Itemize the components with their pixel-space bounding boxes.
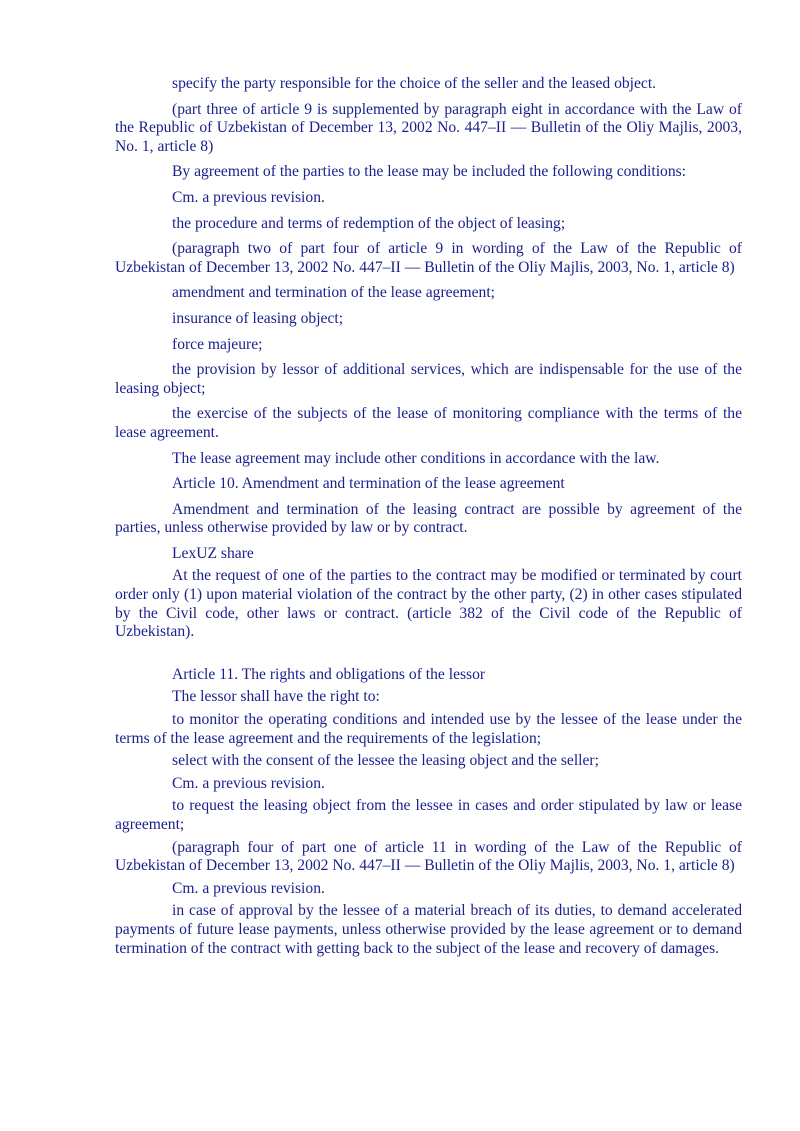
- paragraph: By agreement of the parties to the lease may be included the following conditions:: [172, 163, 687, 181]
- document-body: [115, 75, 742, 958]
- paragraph: The lease agreement may include other conditions in accordance with the law.: [172, 449, 660, 467]
- list-item: amendment and termination of the lease agreement;: [172, 284, 496, 302]
- list-item: to monitor the operating conditions and intended use by the lessee of the lease under the terms of the lease agreement and the requirements of the legislation;: [115, 711, 742, 747]
- paragraph: specify the party responsible for the choice of the seller and the leased object.: [172, 75, 657, 92]
- amendment-note: (paragraph two of part four of article 9 in wording of the Law of the Republic of Uzbekistan of December 13, 2002 No. 447–II — Bulletin of the Oliy Majlis, 2003, No. 1, article 8): [115, 240, 742, 276]
- list-item: force majeure;: [172, 335, 263, 353]
- list-item: the provision by lessor of additional services, which are indispensable for the use of the leasing object;: [115, 361, 742, 397]
- previous-revision-link[interactable]: Cm. a previous revision.: [172, 879, 325, 897]
- list-item: the exercise of the subjects of the lease of monitoring compliance with the terms of the lease agreement.: [115, 405, 742, 441]
- article-heading: Article 11. The rights and obligations of the lessor: [172, 665, 486, 683]
- lexuz-share-link[interactable]: LexUZ share: [172, 544, 254, 562]
- list-item: the procedure and terms of redemption of the object of leasing;: [172, 214, 566, 232]
- article-heading: Article 10. Amendment and termination of the lease agreement: [172, 475, 565, 493]
- previous-revision-link[interactable]: Cm. a previous revision.: [172, 188, 325, 206]
- amendment-note: (paragraph four of part one of article 11 in wording of the Law of the Republic of Uzbekistan of December 13, 2002 No. 447–II — Bulletin of the Oliy Majlis, 2003, No. 1, article 8): [115, 838, 742, 875]
- paragraph: The lessor shall have the right to:: [172, 688, 380, 706]
- paragraph: At the request of one of the parties to the contract may be modified or terminated by court order only (1) upon material violation of the contract by the other party, (2) in other cases stipulated by the Civil code, other laws or contract. (article 382 of the Civil code of the Republic of Uzbekistan).: [115, 567, 742, 641]
- list-item: insurance of leasing object;: [172, 309, 344, 327]
- paragraph: Amendment and termination of the leasing contract are possible by agreement of the parties, unless otherwise provided by law or by contract.: [115, 500, 742, 537]
- list-item: to request the leasing object from the lessee in cases and order stipulated by law or lease agreement;: [115, 797, 742, 833]
- amendment-note: (part three of article 9 is supplemented by paragraph eight in accordance with the Law of the Republic of Uzbekistan of December 13, 2002 No. 447–II — Bulletin of the Oliy Majlis, 2003, No. 1, article 8): [115, 100, 742, 155]
- list-item: select with the consent of the lessee the leasing object and the seller;: [172, 752, 599, 770]
- list-item: in case of approval by the lessee of a material breach of its duties, to demand accelerated payments of future lease payments, unless otherwise provided by the lease agreement or to demand termination of the contract with getting back to the subject of the lease and recovery of damages.: [115, 902, 742, 957]
- previous-revision-link[interactable]: Cm. a previous revision.: [172, 774, 325, 792]
